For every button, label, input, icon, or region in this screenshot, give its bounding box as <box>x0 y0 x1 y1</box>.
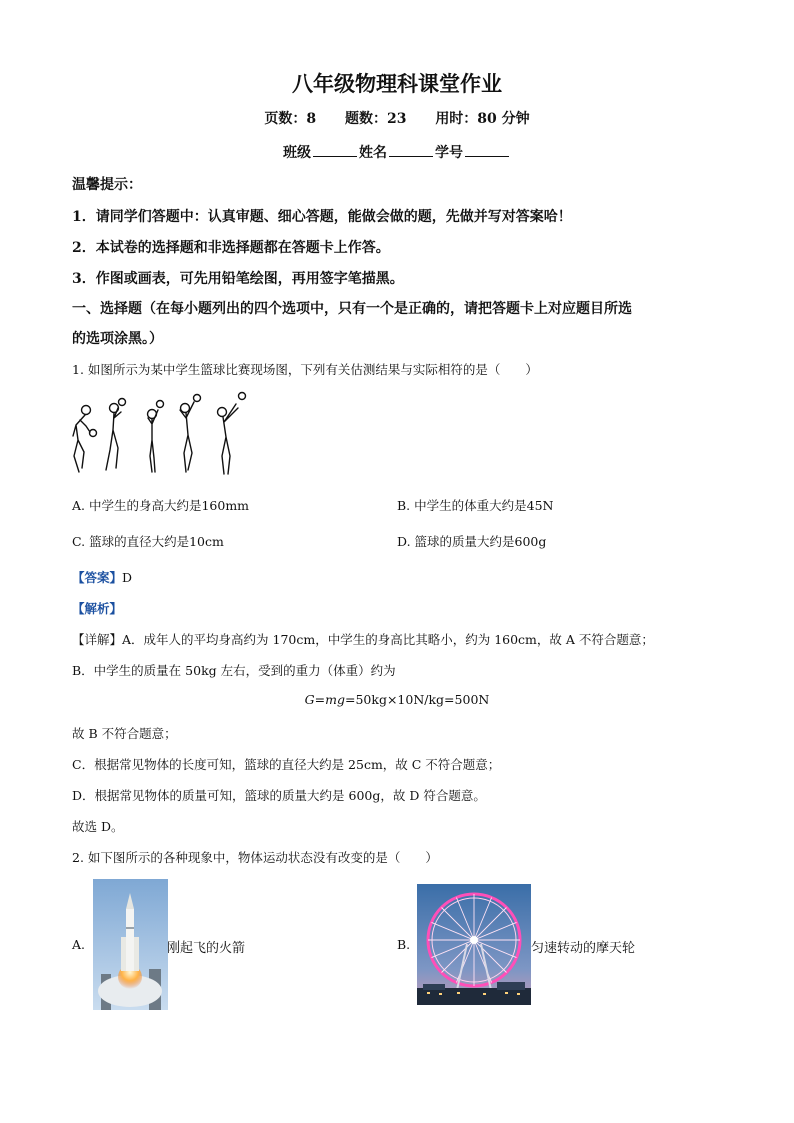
tip-item: 2．本试卷的选择题和非选择题都在答题卡上作答。 <box>72 240 390 256</box>
detail-a-line <box>72 630 654 648</box>
detail-tag: 【详解】 <box>72 632 123 647</box>
ferris-wheel-image <box>417 884 531 1005</box>
analysis-tag: 【解析】 <box>72 601 123 616</box>
detail-c: C．根据常见物体的长度可知，篮球的直径大约是 25cm，故 C 不符合题意； <box>72 757 501 772</box>
formula <box>0 692 794 707</box>
formula-mg: mg <box>325 692 345 707</box>
analysis-line <box>72 599 122 617</box>
class-label: 班级 <box>283 145 311 161</box>
option-d[interactable]: D. 篮球的质量大约是600g <box>397 534 547 549</box>
time-limit: 用时：80 分钟 <box>435 111 530 127</box>
class-blank[interactable] <box>313 144 357 157</box>
section-heading: 一、选择题（在每小题列出的四个选项中，只有一个是正确的，请把答题卡上对应题目所选 <box>72 301 632 317</box>
option-c[interactable]: C. 篮球的直径大约是10cm <box>72 534 224 549</box>
q2-option-a-letter[interactable]: A. <box>72 937 86 952</box>
formula-g: G <box>304 692 315 707</box>
exam-meta <box>0 108 794 128</box>
section-heading-cont: 的选项涂黑。） <box>72 331 163 347</box>
page-title: 八年级物理科课堂作业 <box>292 71 502 96</box>
conclusion: 故选 D。 <box>72 819 124 834</box>
option-b[interactable]: B. 中学生的体重大约是45N <box>397 498 554 513</box>
answer-tag: 【答案】 <box>72 570 123 585</box>
id-blank[interactable] <box>465 144 509 157</box>
detail-a: A．成年人的平均身高约为 170cm，中学生的身高比其略小，约为 160cm，故 A 不符合题意； <box>122 632 654 647</box>
question-1-stem: 1. 如图所示为某中学生篮球比赛现场图，下列有关估测结果与实际相符的是（ ） <box>72 362 538 377</box>
tip-item: 1．请同学们答题中：认真审题、细心答题，能做会做的题，先做并写对答案哈！ <box>72 209 572 225</box>
rocket-launch-image <box>93 879 168 1010</box>
q2-option-a-text[interactable]: 刚起飞的火箭 <box>167 941 246 956</box>
question-count: 题数：23 <box>344 111 407 127</box>
q2-option-b-text[interactable]: 匀速转动的摩天轮 <box>531 941 636 956</box>
formula-rest: =50kg×10N/kg=500N <box>345 692 490 707</box>
name-blank[interactable] <box>389 144 433 157</box>
page-count: 页数：8 <box>264 111 317 127</box>
name-label: 姓名 <box>359 145 387 161</box>
detail-b: B．中学生的质量在 50kg 左右，受到的重力（体重）约为 <box>72 663 396 678</box>
detail-b2: 故 B 不符合题意； <box>72 726 177 741</box>
tip-item: 3．作图或画表，可先用铅笔绘图，再用签字笔描黑。 <box>72 271 404 287</box>
answer-line <box>72 568 132 586</box>
q2-option-b-letter[interactable]: B. <box>397 937 411 952</box>
basketball-sequence-figure <box>66 390 276 482</box>
answer-value: D <box>122 570 133 585</box>
student-info-row <box>0 142 794 162</box>
option-a[interactable]: A. 中学生的身高大约是160mm <box>72 498 250 513</box>
formula-eq: = <box>314 692 326 707</box>
question-2-stem: 2. 如下图所示的各种现象中，物体运动状态没有改变的是（ ） <box>72 850 438 865</box>
detail-d: D．根据常见物体的质量可知，篮球的质量大约是 600g，故 D 符合题意。 <box>72 788 486 803</box>
tips-heading: 温馨提示： <box>72 177 142 193</box>
id-label: 学号 <box>435 145 463 161</box>
